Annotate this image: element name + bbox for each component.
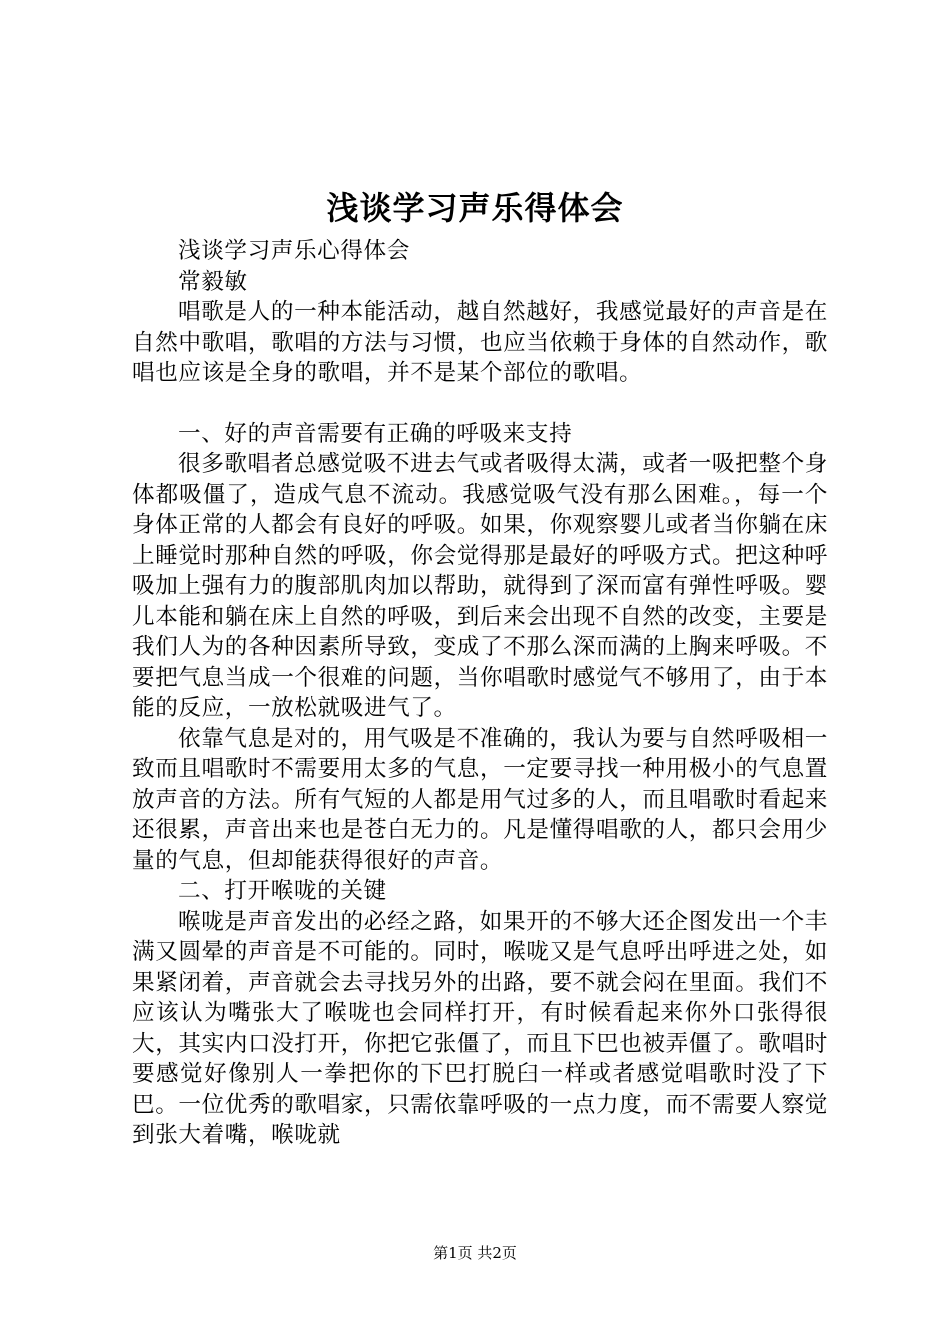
body-paragraph: 很多歌唱者总感觉吸不进去气或者吸得太满，或者一吸把整个身体都吸僵了，造成气息不流动。我感觉吸气没有那么困难。，每一个身体正常的人都会有良好的呼吸。如果，你观察婴儿或者当你躺在床上睡觉时那种自然的呼吸，你会觉得那是最好的呼吸方式。把这种呼吸加上强有力的腹部肌肉加以帮助，就得到了深而富有弹性呼吸。婴儿本能和躺在床上自然的呼吸，到后来会出现不自然的改变，主要是我们人为的各种因素所导致，变成了不那么深而满的上胸来呼吸。不要把气息当成一个很难的问题，当你唱歌时感觉气不够用了，由于本能的反应，一放松就吸进气了。 [132, 451, 828, 721]
document-title: 浅谈学习声乐得体会 [326, 189, 624, 227]
subtitle-paragraph: 浅谈学习声乐心得体会 [178, 238, 410, 264]
author-paragraph: 常毅敏 [178, 268, 248, 295]
section-heading-throat: 二、打开喉咙的关键 [178, 878, 387, 904]
intro-paragraph: 唱歌是人的一种本能活动，越自然越好，我感觉最好的声音是在自然中歌唱，歌唱的方法与习惯，也应当依赖于身体的自然动作，歌唱也应该是全身的歌唱，并不是某个部位的歌唱。 [132, 299, 828, 386]
body-paragraph: 依靠气息是对的，用气吸是不准确的，我认为要与自然呼吸相一致而且唱歌时不需要用太多的气息，一定要寻找一种用极小的气息置放声音的方法。所有气短的人都是用气过多的人，而且唱歌时看起来还很累，声音出来也是苍白无力的。凡是懂得唱歌的人，都只会用少量的气息，但却能获得很好的声音。 [132, 725, 828, 874]
section-heading-breath: 一、好的声音需要有正确的呼吸来支持 [178, 420, 573, 447]
page-number-footer: 第1页 共2页 [433, 1244, 517, 1262]
document-body [132, 236, 828, 1151]
body-paragraph: 喉咙是声音发出的必经之路，如果开的不够大还企图发出一个丰满又圆晕的声音是不可能的。同时，喉咙又是气息呼出呼进之处，如果紧闭着，声音就会去寻找另外的出路，要不就会闷在里面。我们不应该认为嘴张大了喉咙也会同样打开，有时候看起来你外口张得很大，其实内口没打开，你把它张僵了，而且下巴也被弄僵了。歌唱时要感觉好像别人一拳把你的下巴打脱臼一样或者感觉唱歌时没了下巴。一位优秀的歌唱家，只需依靠呼吸的一点力度，而不需要人察觉到张大着嘴，喉咙就 [132, 908, 828, 1148]
